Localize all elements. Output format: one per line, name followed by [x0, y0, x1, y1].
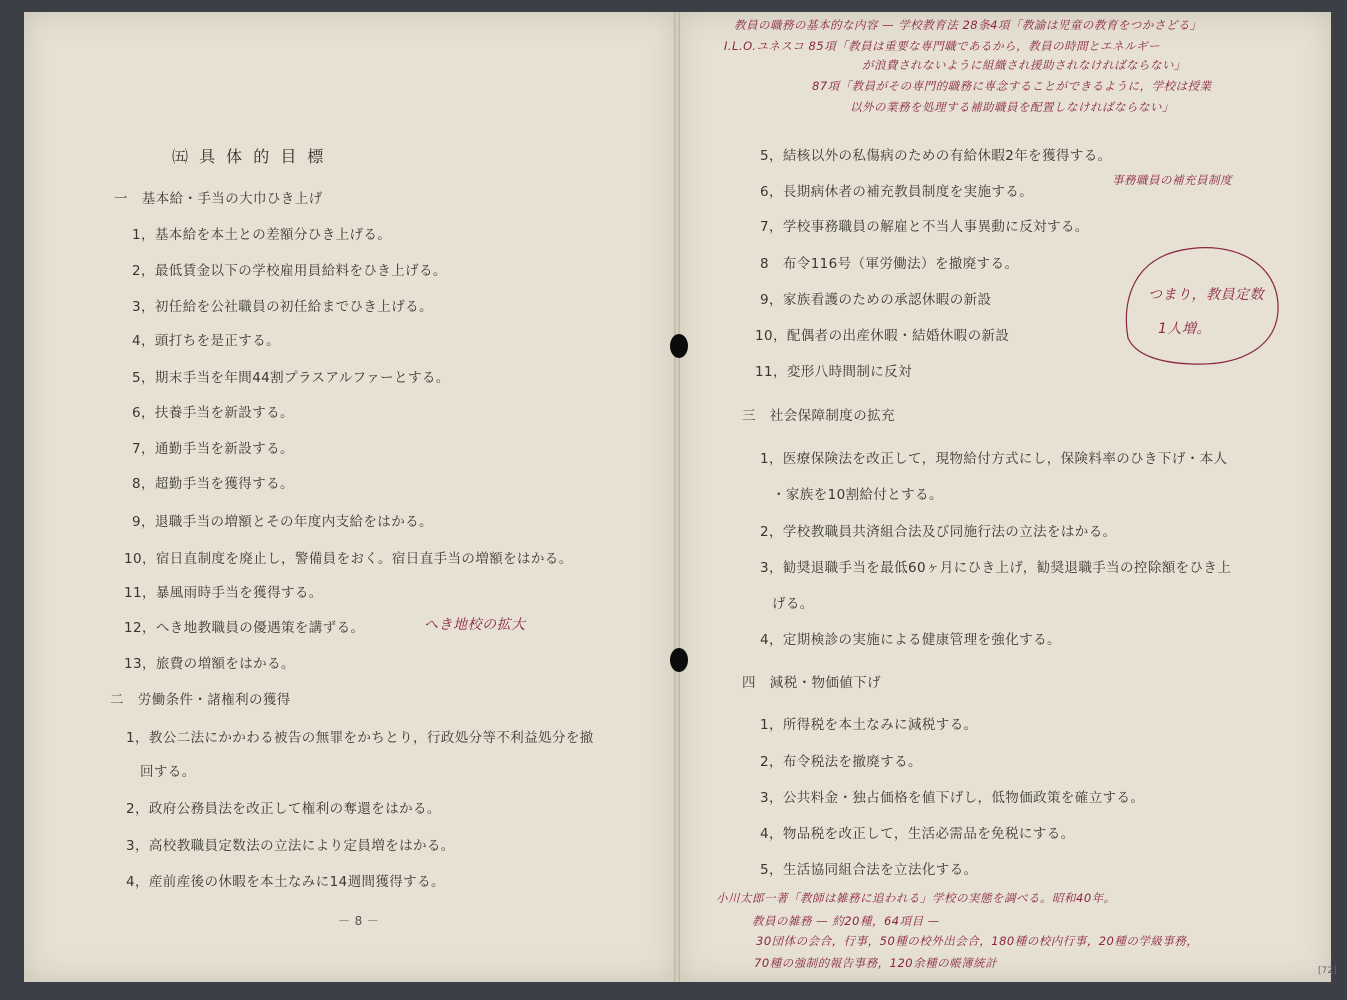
list-item: 11，変形八時間制に反対	[755, 364, 912, 380]
list-item: 4，物品税を改正して，生活必需品を免税にする。	[760, 826, 1075, 842]
section-heading-salary: 一 基本給・手当の大巾ひき上げ	[114, 191, 323, 207]
list-item: 5，結核以外の私傷病のための有給休暇2年を獲得する。	[760, 148, 1112, 164]
list-item: 2，布令税法を撤廃する。	[760, 754, 922, 770]
list-item: 4，定期検診の実施による健康管理を強化する。	[760, 632, 1061, 648]
list-item: 10，宿日直制度を廃止し，警備員をおく。宿日直手当の増額をはかる。	[124, 551, 573, 567]
list-item: 1，教公二法にかかわる被告の無罪をかちとり，行政処分等不利益処分を撤	[126, 730, 594, 746]
handwritten-note-bottom: 教員の雑務 — 約20種，64項目 —	[752, 914, 940, 928]
handwritten-note-bottom: 70種の強制的報告事務，120余種の帳簿統計	[754, 956, 998, 970]
page-title: ㈤ 具 体 的 目 標	[172, 147, 327, 166]
section-heading-tax: 四 減税・物価値下げ	[742, 675, 881, 691]
binding-spine	[674, 12, 680, 982]
list-item: 3，高校教職員定数法の立法により定員増をはかる。	[126, 838, 455, 854]
handwritten-note-clerk: 事務職員の補充員制度	[1112, 173, 1232, 187]
list-item: 13，旅費の増額をはかる。	[124, 656, 295, 672]
handwritten-bubble	[1122, 242, 1280, 368]
list-item: 3，初任給を公社職員の初任給までひき上げる。	[132, 299, 433, 315]
page-number: － 8 －	[338, 914, 380, 928]
binding-hole	[670, 334, 688, 358]
list-item-continuation: 回する。	[140, 764, 196, 780]
list-item: 2，学校教職員共済組合法及び同施行法の立法をはかる。	[760, 524, 1117, 540]
handwritten-note-remote-schools: へき地校の拡大	[424, 617, 526, 633]
list-item: 1，医療保険法を改正して，現物給付方式にし，保険料率のひき下げ・本人	[760, 451, 1228, 467]
handwritten-note-top: I.L.O.ユネスコ 85項「教員は重要な専門職であるから，教員の時間とエネルギー	[724, 39, 1161, 53]
section-heading-labor: 二 労働条件・諸権利の獲得	[110, 692, 291, 708]
list-item: 2，政府公務員法を改正して権利の奪還をはかる。	[126, 801, 441, 817]
list-item: 7，通勤手当を新設する。	[132, 441, 294, 457]
list-item: 9，退職手当の増額とその年度内支給をはかる。	[132, 514, 433, 530]
handwritten-note-bottom: 30団体の会合，行事，50種の校外出会合，180種の校内行事，20種の学級事務，	[756, 934, 1199, 948]
handwritten-note-top: 以外の業務を処理する補助職員を配置しなければならない」	[850, 100, 1174, 114]
list-item: 11，暴風雨時手当を獲得する。	[124, 585, 323, 601]
handwritten-note-bottom: 小川太郎一著「教師は雑務に追われる」学校の実態を調べる。昭和40年。	[716, 891, 1116, 905]
list-item: 4，産前産後の休暇を本土なみに14週間獲得する。	[126, 874, 445, 890]
list-item: 5，期末手当を年間44割プラスアルファーとする。	[132, 370, 450, 386]
list-item: 6，長期病休者の補充教員制度を実施する。	[760, 184, 1034, 200]
list-item-continuation: ・家族を10割給付とする。	[772, 487, 943, 503]
list-item: 1，基本給を本土との差額分ひき上げる。	[132, 227, 392, 243]
list-item: 10，配偶者の出産休暇・結婚休暇の新設	[755, 328, 1010, 344]
handwritten-bubble-text: 1人増。	[1158, 321, 1211, 337]
section-heading-social-security: 三 社会保障制度の拡充	[742, 408, 895, 424]
list-item-continuation: げる。	[772, 596, 814, 612]
list-item: 8 布令116号（軍労働法）を撤廃する。	[760, 256, 1019, 272]
handwritten-note-top: 教員の職務の基本的な内容 — 学校教育法 28条4項「教諭は児童の教育をつかさどる」	[734, 18, 1202, 32]
list-item: 1，所得税を本土なみに減税する。	[760, 717, 978, 733]
list-item: 12，へき地教職員の優遇策を講ずる。	[124, 620, 365, 636]
list-item: 5，生活協同組合法を立法化する。	[760, 862, 978, 878]
handwritten-note-top: 87項「教員がその専門的職務に専念することができるように，学校は授業	[812, 79, 1212, 93]
list-item: 6，扶養手当を新設する。	[132, 405, 294, 421]
archive-page-mark: [72]	[1318, 966, 1337, 976]
list-item: 7，学校事務職員の解雇と不当人事異動に反対する。	[760, 219, 1089, 235]
list-item: 3，公共料金・独占価格を値下げし，低物価政策を確立する。	[760, 790, 1145, 806]
handwritten-note-top: が浪費されないように組織され援助されなければならない」	[862, 58, 1186, 72]
list-item: 4，頭打ちを是正する。	[132, 333, 280, 349]
list-item: 3，勧奨退職手当を最低60ヶ月にひき上げ，勧奨退職手当の控除額をひき上	[760, 560, 1232, 576]
list-item: 2，最低賃金以下の学校雇用員給料をひき上げる。	[132, 263, 447, 279]
handwritten-bubble-text: つまり，教員定数	[1148, 287, 1264, 303]
binding-hole	[670, 648, 688, 672]
list-item: 9，家族看護のための承認休暇の新設	[760, 292, 992, 308]
list-item: 8，超勤手当を獲得する。	[132, 476, 294, 492]
